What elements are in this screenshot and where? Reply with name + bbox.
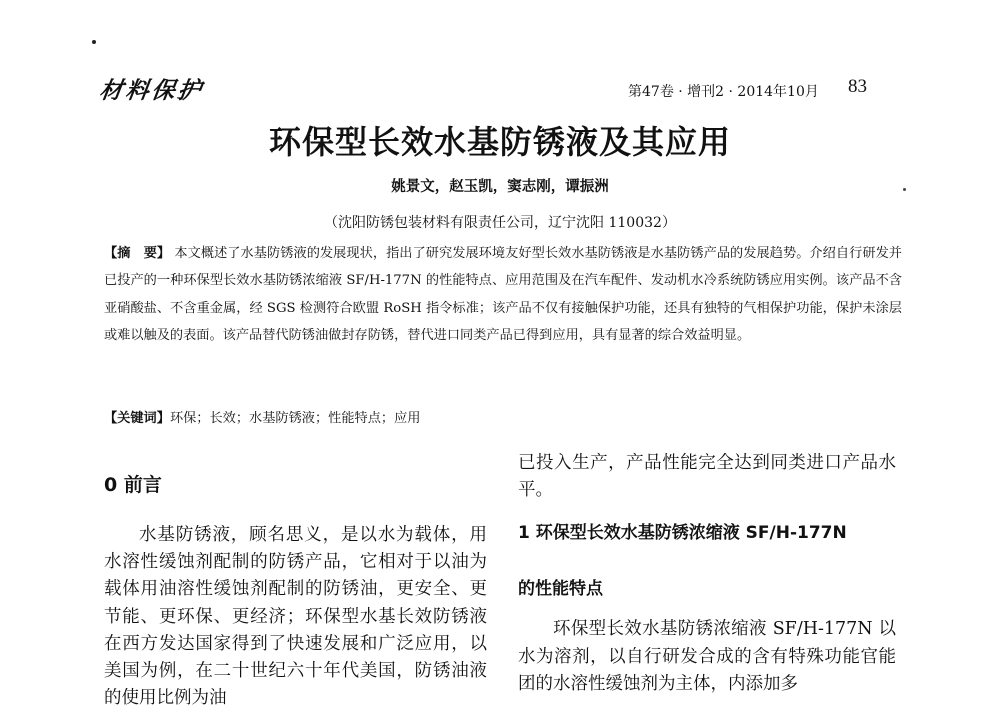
section-1-paragraph: 环保型长效水基防锈浓缩液 SF/H-177N 以水为溶剂，以自行研发合成的含有特殊功能官能团的水溶性缓蚀剂为主体，内添加多 — [518, 619, 896, 694]
left-column — [104, 470, 487, 712]
abstract — [104, 240, 902, 350]
scan-mark — [92, 40, 96, 44]
keywords-text: 环保；长效；水基防锈液；性能特点；应用 — [169, 411, 421, 426]
keywords-label: 【关键词】 — [104, 411, 170, 426]
paper-title: 环保型长效水基防锈液及其应用 — [268, 123, 731, 161]
issue-info: 第47卷 · 增刊2 · 2014年10月 — [628, 84, 819, 100]
section-heading-1: 1 环保型长效水基防锈浓缩液 SF/H-177N — [518, 523, 847, 544]
page-number: 83 — [848, 76, 867, 97]
authors: 姚景文，赵玉凯，窦志刚，谭振洲 — [391, 179, 609, 195]
right-column — [518, 450, 896, 698]
section-heading-1-cont: 的性能特点 — [518, 579, 603, 600]
journal-logo: 材料保护 — [97, 77, 206, 104]
affiliation: （沈阳防锈包装材料有限责任公司，辽宁沈阳 110032） — [324, 215, 676, 231]
abstract-text: 本文概述了水基防锈液的发展现状，指出了研究发展环境友好型长效水基防锈液是水基防锈产品的发展趋势。介绍自行研发并已投产的一种环保型长效水基防锈浓缩液 SF/H-177N 的性能特点、应用范围及在汽车配件、发动机水冷系统防锈应用实例。该产品不含亚硝酸盐、不含重金属，经 SGS 检测符合欧盟 RoSH 指令标准；该产品不仅有接触保护功能，还具有独特的气相保护功能，保护未涂层或难以触及的表面。该产品替代防锈油做封存防锈，替代进口同类产品已得到应用，具有显著的综合效益明显。 — [104, 246, 902, 344]
keywords — [104, 407, 902, 426]
intro-paragraph: 水基防锈液，顾名思义，是以水为载体，用水溶性缓蚀剂配制的防锈产品，它相对于以油为载体用油溶性缓蚀剂配制的防锈油，更安全、更节能、更环保、更经济；环保型水基长效防锈液在西方发达国家得到了快速发展和广泛应用，以美国为例，在二十世纪六十年代美国，防锈油液的使用比例为油 — [104, 525, 487, 709]
abstract-label: 【摘 要】 — [104, 246, 171, 261]
continuation-paragraph: 已投入生产，产品性能完全达到同类进口产品水平。 — [518, 453, 896, 501]
section-heading-intro: 0 前言 — [104, 474, 162, 496]
